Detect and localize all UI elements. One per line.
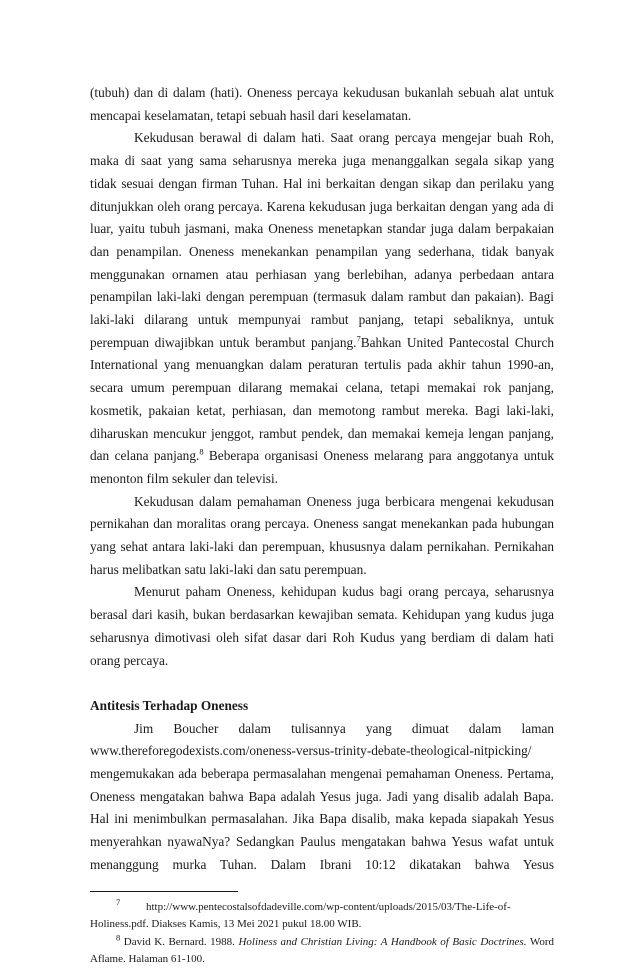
paragraph-text: Bahkan United Pantecostal Church International yang menuangkan dalam peraturan tertulis pada akhir tahun 1990-an, secara umum perempuan dilarang memakai celana, tetapi memakai rok panjang, kosmetik, pakaian ketat, perhiasan, dan memotong rambut mereka. Bagi laki-laki, diharuskan mencukur jenggot, rambut pendek, dan memakai kemeja lengan panjang, dan celana panjang. bbox=[90, 334, 554, 464]
footnote-8 bbox=[90, 931, 554, 969]
footnote-8-title: Holiness and Christian Living: A Handbook of Basic Doctrines. bbox=[238, 935, 527, 948]
body-text bbox=[90, 82, 554, 877]
paragraph-continuation: (tubuh) dan di dalam (hati). Oneness percaya kekudusan bukanlah sebuah alat untuk mencapai keselamatan, tetapi sebuah hasil dari keselamatan. bbox=[90, 85, 554, 123]
paragraph-pernikahan: Kekudusan dalam pemahaman Oneness juga berbicara mengenai kekudusan pernikahan dan moralitas orang percaya. Oneness sangat menekankan pada hubungan yang sehat antara laki-laki dan perempuan, khususnya dalam pernikahan. Pernikahan harus melibatkan satu laki-laki dan satu perempuan. bbox=[90, 493, 554, 577]
footnote-ref-7[interactable]: 7 bbox=[356, 333, 361, 344]
footnote-8-rest: Word Aflame. Halaman 61-100. bbox=[90, 935, 554, 966]
footnotes bbox=[90, 891, 554, 969]
spacer bbox=[90, 672, 554, 695]
paragraph-kekudusan-hati bbox=[90, 127, 554, 490]
paragraph-text: Kekudusan berawal di dalam hati. Saat orang percaya mengejar buah Roh, maka di saat yang sama seharusnya mereka juga menanggalkan segala sikap yang tidak sesuai dengan firman Tuhan. Hal ini berkaitan dengan sikap dan perilaku yang ditunjukkan oleh orang percaya. Karena kekudusan juga berkaitan dengan yang ada di luar, yaitu tubuh jasmani, maka Oneness menetapkan standar juga dalam berpakaian dan penampilan. Oneness menekankan penampilan yang sederhana, tidak banyak menggunakan ornamen atau perhiasan yang berlebihan, adanya perbedaan antara penampilan laki-laki dengan perempuan (termasuk dalam rambut dan pakaian). Bagi laki-laki dilarang untuk mempunyai rambut panjang, tetapi sebaliknya, untuk perempuan diwajibkan untuk berambut panjang. bbox=[90, 130, 554, 350]
footnote-divider bbox=[90, 891, 238, 892]
paragraph-kehidupan-kudus: Menurut paham Oneness, kehidupan kudus bagi orang percaya, seharusnya berasal dari kasih, bukan berdasarkan kewajiban semata. Kehidupan yang kudus juga seharusnya dimotivasi oleh sifat dasar dari Roh Kudus yang berdiam di dalam hati orang percaya. bbox=[90, 584, 554, 668]
paragraph-text: Beberapa organisasi Oneness melarang para anggotanya untuk menonton film sekuler dan televisi. bbox=[90, 448, 555, 486]
section-heading: Antitesis Terhadap Oneness bbox=[90, 697, 249, 713]
paragraph-antitesis-url: Jim Boucher dalam tulisannya yang dimuat dalam laman www.thereforegodexists.com/oneness-versus-trinity-debate-theological-nitpicking/ bbox=[90, 720, 554, 759]
paragraph-antitesis: mengemukakan ada beberapa permasalahan mengenai pemahaman Oneness. Pertama, Oneness mengatakan bahwa Bapa adalah Yesus juga. Jadi yang disalib adalah Bapa. Hal ini menimbulkan permasalahan. Jika Bapa disalib, maka kepada siapakah Yesus menyerahkan nyawaNya? Sedangkan Paulus mengatakan bahwa Yesus wafat untuk menanggung murka Tuhan. Dalam Ibrani 10:12 dikatakan bahwa Yesus bbox=[90, 766, 554, 872]
footnote-7: $^7$ http://www.pentecostalsofdadeville.com/wp-content/uploads/2015/03/The-Life-of-Holiness.pdf. Diakses Kamis, 13 Mei 2021 pukul 18.00 WIB. bbox=[90, 896, 511, 931]
footnote-7-text[interactable]: http://www.pentecostalsofdadeville.com/wp-content/uploads/2015/03/The-Life-of-Holiness.pdf. Diakses Kamis, 13 Mei 2021 pukul 18.00 WIB. bbox=[90, 900, 511, 931]
footnote-ref-8[interactable]: 8 bbox=[199, 446, 204, 457]
footnote-8-author: David K. Bernard. 1988. bbox=[120, 935, 239, 948]
footnote-mark-8: 8 bbox=[116, 931, 121, 942]
